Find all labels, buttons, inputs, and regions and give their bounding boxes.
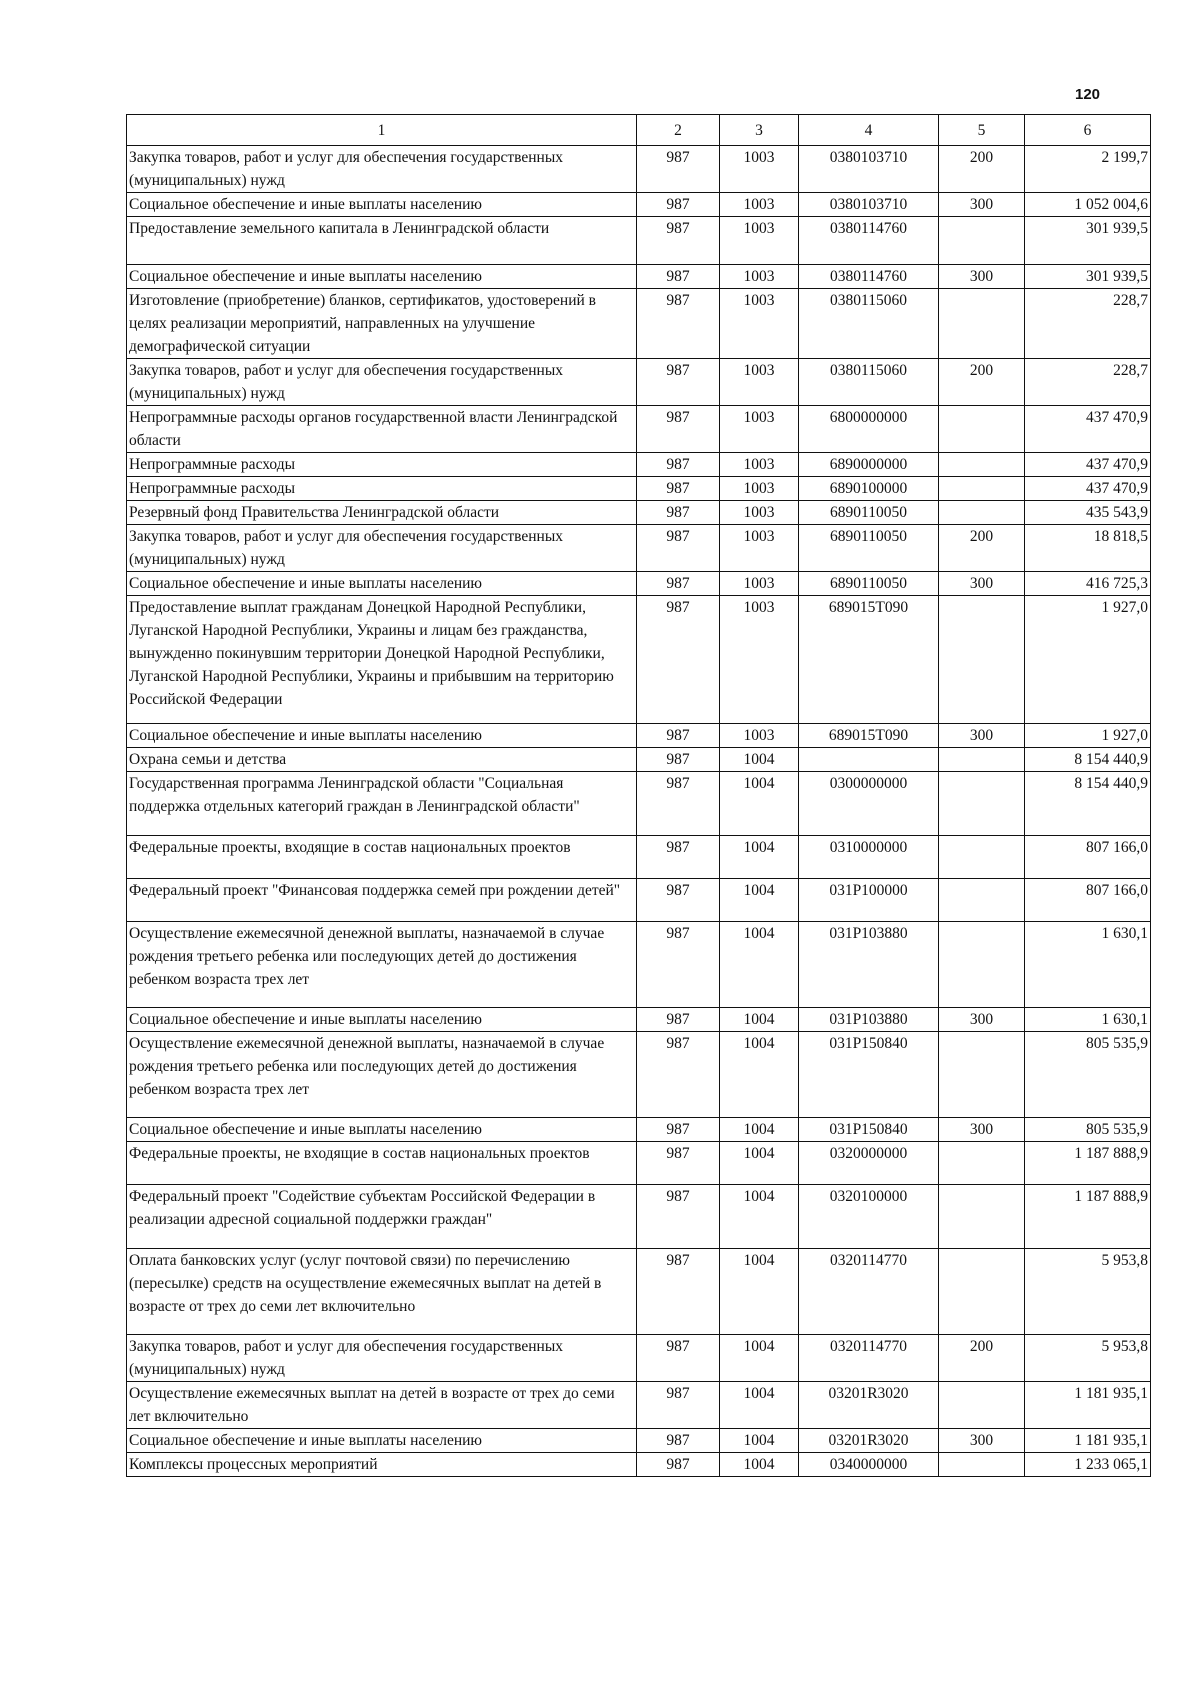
row-target-article: 0320114770: [799, 1335, 939, 1382]
row-amount: 435 543,9: [1025, 501, 1151, 525]
row-target-article: 0380103710: [799, 146, 939, 193]
row-grbs-code: 987: [637, 724, 720, 748]
table-row: [127, 836, 1151, 879]
row-grbs-code: 987: [637, 1335, 720, 1382]
row-grbs-code: 987: [637, 146, 720, 193]
row-expense-type: [939, 922, 1025, 1008]
row-description: Федеральные проекты, не входящие в состав национальных проектов: [127, 1142, 637, 1185]
row-grbs-code: 987: [637, 572, 720, 596]
table-row: [127, 879, 1151, 922]
row-expense-type: 200: [939, 1335, 1025, 1382]
row-target-article: 031Р103880: [799, 1008, 939, 1032]
row-description: Охрана семьи и детства: [127, 748, 637, 772]
table-row: [127, 572, 1151, 596]
table-row: [127, 265, 1151, 289]
row-grbs-code: 987: [637, 359, 720, 406]
row-grbs-code: 987: [637, 1453, 720, 1477]
row-section-code: 1004: [720, 922, 799, 1008]
row-expense-type: [939, 217, 1025, 265]
header-col-6: 6: [1025, 115, 1151, 146]
row-amount: 5 953,8: [1025, 1335, 1151, 1382]
row-target-article: 03201R3020: [799, 1429, 939, 1453]
row-description: Непрограммные расходы: [127, 477, 637, 501]
row-section-code: 1004: [720, 772, 799, 836]
row-amount: 1 927,0: [1025, 596, 1151, 724]
row-section-code: 1003: [720, 477, 799, 501]
row-target-article: 6890100000: [799, 477, 939, 501]
row-grbs-code: 987: [637, 1185, 720, 1249]
page-number: 120: [1075, 86, 1101, 103]
row-section-code: 1004: [720, 1185, 799, 1249]
row-grbs-code: 987: [637, 1429, 720, 1453]
row-section-code: 1004: [720, 1142, 799, 1185]
row-description: Предоставление земельного капитала в Ленинградской области: [127, 217, 637, 265]
row-amount: 1 927,0: [1025, 724, 1151, 748]
header-col-4: 4: [799, 115, 939, 146]
row-expense-type: 300: [939, 1429, 1025, 1453]
budget-table-body: [127, 115, 1151, 1477]
row-description: Изготовление (приобретение) бланков, сертификатов, удостоверений в целях реализации мероприятий, направленных на улучшение демографической ситуации: [127, 289, 637, 359]
row-amount: 1 630,1: [1025, 1008, 1151, 1032]
budget-table: [126, 114, 1151, 1477]
table-row: [127, 1185, 1151, 1249]
row-description: Социальное обеспечение и иные выплаты населению: [127, 724, 637, 748]
row-section-code: 1004: [720, 836, 799, 879]
row-expense-type: [939, 501, 1025, 525]
row-section-code: 1003: [720, 596, 799, 724]
row-description: Социальное обеспечение и иные выплаты населению: [127, 1008, 637, 1032]
table-row: [127, 146, 1151, 193]
table-row: [127, 1118, 1151, 1142]
row-description: Государственная программа Ленинградской области "Социальная поддержка отдельных категорий граждан в Ленинградской области": [127, 772, 637, 836]
row-expense-type: [939, 453, 1025, 477]
row-target-article: 0320000000: [799, 1142, 939, 1185]
row-amount: 1 052 004,6: [1025, 193, 1151, 217]
row-description: Осуществление ежемесячной денежной выплаты, назначаемой в случае рождения третьего ребенка или последующих детей до достижения ребенком возраста трех лет: [127, 922, 637, 1008]
row-section-code: 1003: [720, 453, 799, 477]
row-amount: 8 154 440,9: [1025, 772, 1151, 836]
row-description: Непрограммные расходы органов государственной власти Ленинградской области: [127, 406, 637, 453]
row-grbs-code: 987: [637, 772, 720, 836]
row-description: Комплексы процессных мероприятий: [127, 1453, 637, 1477]
row-grbs-code: 987: [637, 501, 720, 525]
row-expense-type: 200: [939, 359, 1025, 406]
table-row: [127, 772, 1151, 836]
table-row: [127, 477, 1151, 501]
table-row: [127, 501, 1151, 525]
table-row: [127, 1382, 1151, 1429]
row-description: Социальное обеспечение и иные выплаты населению: [127, 265, 637, 289]
row-target-article: 0320114770: [799, 1249, 939, 1335]
row-description: Социальное обеспечение и иные выплаты населению: [127, 572, 637, 596]
header-col-1: 1: [127, 115, 637, 146]
row-amount: 8 154 440,9: [1025, 748, 1151, 772]
row-target-article: 0380103710: [799, 193, 939, 217]
row-description: Закупка товаров, работ и услуг для обеспечения государственных (муниципальных) нужд: [127, 525, 637, 572]
row-grbs-code: 987: [637, 406, 720, 453]
row-grbs-code: 987: [637, 922, 720, 1008]
row-amount: 301 939,5: [1025, 265, 1151, 289]
row-description: Оплата банковских услуг (услуг почтовой связи) по перечислению (пересылке) средств на осуществление ежемесячных выплат на детей в возрасте от трех до семи лет включительно: [127, 1249, 637, 1335]
row-section-code: 1003: [720, 525, 799, 572]
row-description: Социальное обеспечение и иные выплаты населению: [127, 193, 637, 217]
table-row: [127, 748, 1151, 772]
row-target-article: 0380114760: [799, 265, 939, 289]
row-expense-type: [939, 289, 1025, 359]
row-grbs-code: 987: [637, 748, 720, 772]
table-row: [127, 1335, 1151, 1382]
row-grbs-code: 987: [637, 193, 720, 217]
row-target-article: 031Р100000: [799, 879, 939, 922]
row-amount: 1 233 065,1: [1025, 1453, 1151, 1477]
row-section-code: 1003: [720, 146, 799, 193]
row-expense-type: [939, 1032, 1025, 1118]
row-grbs-code: 987: [637, 217, 720, 265]
row-amount: 437 470,9: [1025, 477, 1151, 501]
row-grbs-code: 987: [637, 453, 720, 477]
row-section-code: 1004: [720, 1118, 799, 1142]
row-amount: 301 939,5: [1025, 217, 1151, 265]
row-amount: 437 470,9: [1025, 406, 1151, 453]
row-description: Резервный фонд Правительства Ленинградской области: [127, 501, 637, 525]
row-section-code: 1004: [720, 1382, 799, 1429]
row-amount: 18 818,5: [1025, 525, 1151, 572]
row-description: Социальное обеспечение и иные выплаты населению: [127, 1429, 637, 1453]
row-amount: 807 166,0: [1025, 836, 1151, 879]
row-expense-type: 300: [939, 724, 1025, 748]
row-expense-type: [939, 477, 1025, 501]
header-col-5: 5: [939, 115, 1025, 146]
row-section-code: 1003: [720, 193, 799, 217]
row-description: Федеральный проект "Содействие субъектам Российской Федерации в реализации адресной социальной поддержки граждан": [127, 1185, 637, 1249]
row-amount: 805 535,9: [1025, 1118, 1151, 1142]
row-target-article: 031Р103880: [799, 922, 939, 1008]
row-expense-type: [939, 879, 1025, 922]
row-description: Непрограммные расходы: [127, 453, 637, 477]
row-section-code: 1004: [720, 1008, 799, 1032]
table-row: [127, 406, 1151, 453]
table-row: [127, 1142, 1151, 1185]
table-row: [127, 724, 1151, 748]
row-amount: 228,7: [1025, 289, 1151, 359]
row-description: Закупка товаров, работ и услуг для обеспечения государственных (муниципальных) нужд: [127, 146, 637, 193]
table-row: [127, 1453, 1151, 1477]
row-amount: 1 630,1: [1025, 922, 1151, 1008]
row-amount: 437 470,9: [1025, 453, 1151, 477]
table-row: [127, 525, 1151, 572]
row-target-article: 0320100000: [799, 1185, 939, 1249]
row-expense-type: [939, 406, 1025, 453]
row-target-article: 0300000000: [799, 772, 939, 836]
row-target-article: 031Р150840: [799, 1118, 939, 1142]
row-description: Осуществление ежемесячной денежной выплаты, назначаемой в случае рождения третьего ребенка или последующих детей до достижения ребенком возраста трех лет: [127, 1032, 637, 1118]
table-row: [127, 1429, 1151, 1453]
row-grbs-code: 987: [637, 525, 720, 572]
row-target-article: 6800000000: [799, 406, 939, 453]
row-amount: 1 187 888,9: [1025, 1185, 1151, 1249]
row-section-code: 1004: [720, 748, 799, 772]
row-grbs-code: 987: [637, 1382, 720, 1429]
table-row: [127, 359, 1151, 406]
row-expense-type: [939, 772, 1025, 836]
row-description: Федеральный проект "Финансовая поддержка семей при рождении детей": [127, 879, 637, 922]
row-amount: 807 166,0: [1025, 879, 1151, 922]
row-grbs-code: 987: [637, 1118, 720, 1142]
table-row: [127, 596, 1151, 724]
row-target-article: 6890000000: [799, 453, 939, 477]
row-target-article: 689015Т090: [799, 596, 939, 724]
row-grbs-code: 987: [637, 1249, 720, 1335]
row-grbs-code: 987: [637, 1032, 720, 1118]
table-header-row: [127, 115, 1151, 146]
row-grbs-code: 987: [637, 477, 720, 501]
row-section-code: 1003: [720, 265, 799, 289]
row-target-article: 0380115060: [799, 289, 939, 359]
row-target-article: 0380115060: [799, 359, 939, 406]
header-col-2: 2: [637, 115, 720, 146]
row-description: Закупка товаров, работ и услуг для обеспечения государственных (муниципальных) нужд: [127, 359, 637, 406]
row-section-code: 1004: [720, 879, 799, 922]
row-target-article: 0310000000: [799, 836, 939, 879]
row-section-code: 1003: [720, 572, 799, 596]
row-section-code: 1003: [720, 501, 799, 525]
row-expense-type: [939, 1185, 1025, 1249]
table-row: [127, 1249, 1151, 1335]
row-target-article: 0380114760: [799, 217, 939, 265]
row-section-code: 1004: [720, 1453, 799, 1477]
row-section-code: 1004: [720, 1249, 799, 1335]
row-grbs-code: 987: [637, 1008, 720, 1032]
row-description: Предоставление выплат гражданам Донецкой Народной Республики, Луганской Народной Республики, Украины и лицам без гражданства, вынужденно покинувшим территории Донецкой Народной Республики, Луганской Народной Республики, Украины и прибывшим на территорию Российской Федерации: [127, 596, 637, 724]
table-row: [127, 193, 1151, 217]
row-target-article: 6890110050: [799, 501, 939, 525]
row-expense-type: 200: [939, 525, 1025, 572]
row-amount: 805 535,9: [1025, 1032, 1151, 1118]
row-amount: 228,7: [1025, 359, 1151, 406]
row-amount: 416 725,3: [1025, 572, 1151, 596]
row-description: Осуществление ежемесячных выплат на детей в возрасте от трех до семи лет включительно: [127, 1382, 637, 1429]
row-expense-type: 300: [939, 1008, 1025, 1032]
row-target-article: [799, 748, 939, 772]
row-target-article: 689015Т090: [799, 724, 939, 748]
row-target-article: 6890110050: [799, 572, 939, 596]
row-expense-type: [939, 1453, 1025, 1477]
table-row: [127, 1032, 1151, 1118]
row-section-code: 1004: [720, 1429, 799, 1453]
row-section-code: 1004: [720, 1335, 799, 1382]
row-expense-type: [939, 748, 1025, 772]
row-amount: 1 181 935,1: [1025, 1382, 1151, 1429]
row-target-article: 0340000000: [799, 1453, 939, 1477]
row-expense-type: [939, 1382, 1025, 1429]
row-expense-type: [939, 596, 1025, 724]
header-col-3: 3: [720, 115, 799, 146]
row-target-article: 6890110050: [799, 525, 939, 572]
table-row: [127, 453, 1151, 477]
row-grbs-code: 987: [637, 265, 720, 289]
row-target-article: 03201R3020: [799, 1382, 939, 1429]
row-section-code: 1003: [720, 406, 799, 453]
row-grbs-code: 987: [637, 879, 720, 922]
row-expense-type: [939, 1142, 1025, 1185]
row-grbs-code: 987: [637, 596, 720, 724]
row-expense-type: [939, 836, 1025, 879]
row-section-code: 1003: [720, 289, 799, 359]
row-expense-type: 300: [939, 1118, 1025, 1142]
row-grbs-code: 987: [637, 289, 720, 359]
row-section-code: 1003: [720, 359, 799, 406]
row-target-article: 031Р150840: [799, 1032, 939, 1118]
row-amount: 5 953,8: [1025, 1249, 1151, 1335]
row-expense-type: 300: [939, 572, 1025, 596]
row-description: Социальное обеспечение и иные выплаты населению: [127, 1118, 637, 1142]
table-row: [127, 289, 1151, 359]
row-section-code: 1003: [720, 217, 799, 265]
row-grbs-code: 987: [637, 1142, 720, 1185]
row-expense-type: 300: [939, 265, 1025, 289]
table-row: [127, 217, 1151, 265]
row-section-code: 1004: [720, 1032, 799, 1118]
row-expense-type: [939, 1249, 1025, 1335]
row-expense-type: 200: [939, 146, 1025, 193]
row-amount: 1 187 888,9: [1025, 1142, 1151, 1185]
row-amount: 2 199,7: [1025, 146, 1151, 193]
table-row: [127, 1008, 1151, 1032]
row-description: Закупка товаров, работ и услуг для обеспечения государственных (муниципальных) нужд: [127, 1335, 637, 1382]
row-section-code: 1003: [720, 724, 799, 748]
row-amount: 1 181 935,1: [1025, 1429, 1151, 1453]
row-description: Федеральные проекты, входящие в состав национальных проектов: [127, 836, 637, 879]
table-row: [127, 922, 1151, 1008]
row-expense-type: 300: [939, 193, 1025, 217]
row-grbs-code: 987: [637, 836, 720, 879]
